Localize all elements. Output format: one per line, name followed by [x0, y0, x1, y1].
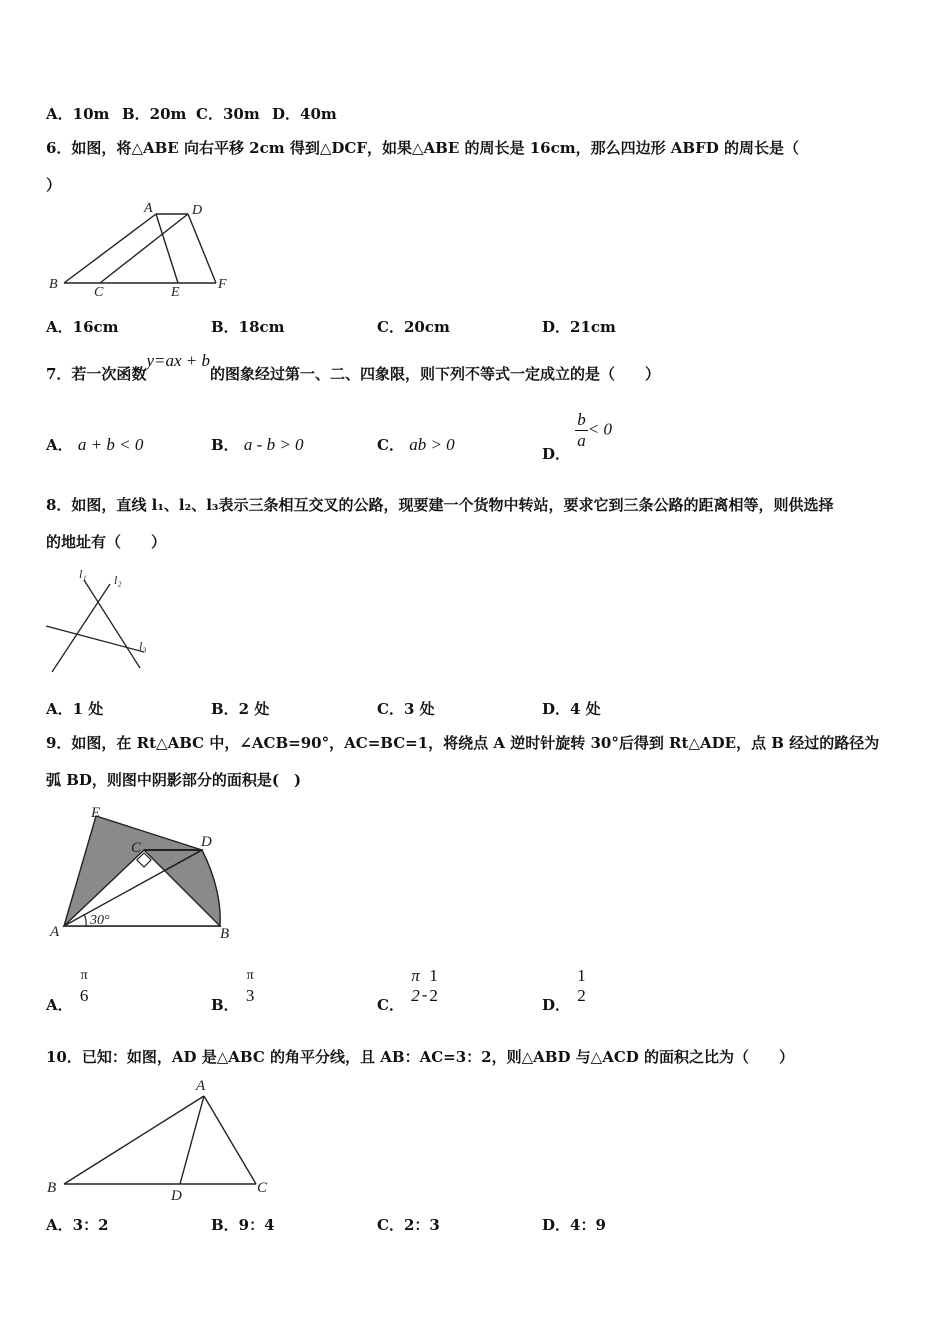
- q7-option-b-expr: a - b > 0: [243, 435, 304, 454]
- q9-option-d-num: 1: [577, 966, 586, 985]
- q9-option-d-letter: D．: [542, 996, 571, 1014]
- q8-stem-line1: 8．如图，直线 l₁、l₂、l₃表示三条相互交叉的公路，现要建一个货物中转站，要求它到三条公路的距离相等，则供选择: [46, 496, 834, 514]
- q8-line-l1: [84, 580, 140, 668]
- q7-option-c[interactable]: [377, 434, 455, 455]
- q9-option-a[interactable]: [46, 966, 90, 1014]
- q7-option-d-letter: D．: [542, 444, 571, 463]
- q9-stem-line2: 弧 BD，则图中阴影部分的面积是( ): [46, 771, 302, 789]
- q10-option-a[interactable]: A．3：2: [46, 1216, 109, 1234]
- q8-option-d[interactable]: D．4 处: [542, 700, 601, 718]
- q6-option-a[interactable]: A．16cm: [46, 318, 119, 336]
- q9-option-b[interactable]: [211, 966, 256, 1014]
- q9-option-a-den: 6: [79, 986, 89, 1005]
- q9-option-c-num2: 1: [429, 966, 438, 985]
- q9-option-d[interactable]: [542, 966, 588, 1014]
- q9-option-a-num: π: [80, 968, 88, 983]
- q9-option-c-den2: 2: [429, 986, 438, 1005]
- q6-option-d[interactable]: D．21cm: [542, 318, 616, 336]
- q9-label-b: B: [220, 926, 230, 942]
- q9-option-c-den: 2: [411, 986, 420, 1005]
- q6-figure: [44, 198, 234, 300]
- q7-function: y=ax + b: [146, 351, 210, 370]
- q9-option-a-fraction: [78, 966, 91, 1006]
- q10-option-d[interactable]: D．4：9: [542, 1216, 606, 1234]
- q8-label-l2: l₂: [114, 573, 122, 587]
- q9-option-b-fraction: [244, 966, 257, 1006]
- q7-suffix: 的图象经过第一、二、四象限，则下列不等式一定成立的是（ ）: [210, 365, 661, 383]
- q8-option-a[interactable]: A．1 处: [46, 700, 104, 718]
- q8-stem-line2: 的地址有（ ）: [46, 533, 167, 551]
- q9-option-c-letter: C．: [377, 996, 404, 1014]
- q7-option-a-letter: A．: [46, 436, 73, 454]
- q7-option-d-num: b: [577, 410, 586, 429]
- q8-label-l1: l₁: [79, 567, 87, 581]
- q5-option-a[interactable]: A．10m: [46, 105, 110, 123]
- q9-option-d-fraction: [575, 966, 588, 1006]
- q5-option-b[interactable]: B．20m: [122, 105, 187, 123]
- q6-option-b[interactable]: B．18cm: [211, 318, 285, 336]
- q5-option-c[interactable]: C．30m: [196, 105, 260, 123]
- q8-line-l2: [52, 584, 110, 672]
- q6-stem-line2: ）: [46, 176, 62, 194]
- q10-label-b: B: [47, 1180, 57, 1196]
- q9-label-c: C: [131, 840, 142, 856]
- q10-figure: [44, 1074, 272, 1202]
- q9-figure: [44, 800, 244, 944]
- q9-stem-line1: 9．如图，在 Rt△ABC 中，∠ACB=90°，AC=BC=1，将绕点 A 逆时针旋转 30°后得到 Rt△ADE，点 B 经过的路径为: [46, 734, 880, 752]
- q10-stem-line1: 10．已知：如图，AD 是△ABC 的角平分线，且 AB：AC=3：2，则△ABD 与△ACD 的面积之比为（ ）: [46, 1048, 795, 1066]
- q10-label-a: A: [196, 1078, 206, 1094]
- q9-label-angle: 30°: [90, 913, 110, 928]
- q10-label-c: C: [257, 1180, 268, 1196]
- q9-option-c-fraction2: [427, 966, 440, 1006]
- q9-label-d: D: [201, 834, 212, 850]
- q7-option-a[interactable]: [46, 434, 143, 455]
- q9-option-c[interactable]: [377, 966, 440, 1014]
- q6-line-df: [188, 214, 216, 283]
- q6-label-f: F: [218, 277, 227, 292]
- q9-label-e: E: [91, 805, 101, 821]
- q9-option-d-den: 2: [577, 986, 586, 1005]
- q6-option-c[interactable]: C．20cm: [377, 318, 450, 336]
- q9-option-b-den: 3: [245, 986, 255, 1005]
- q9-label-a: A: [50, 924, 60, 940]
- q8-figure: [44, 564, 156, 680]
- q10-line-ac: [204, 1096, 256, 1184]
- q6-stem-line1: 6．如图，将△ABE 向右平移 2cm 得到△DCF，如果△ABE 的周长是 16cm，那么四边形 ABFD 的周长是（: [46, 139, 799, 157]
- q6-line-ba: [64, 214, 156, 283]
- q9-option-a-letter: A．: [46, 996, 73, 1014]
- q9-option-b-num: π: [246, 968, 254, 983]
- q6-label-e: E: [171, 285, 180, 300]
- q9-option-c-fraction1: [409, 966, 422, 1006]
- q7-option-b-letter: B．: [211, 436, 239, 454]
- q6-label-c: C: [94, 285, 104, 300]
- q9-option-b-letter: B．: [211, 996, 239, 1014]
- q7-option-a-expr: a + b < 0: [77, 435, 144, 454]
- q10-label-d: D: [171, 1188, 182, 1202]
- q10-option-b[interactable]: B．9：4: [211, 1216, 275, 1234]
- q8-option-c[interactable]: C．3 处: [377, 700, 435, 718]
- q9-option-c-minus: -: [421, 985, 428, 1004]
- q7-option-d-tail: < 0: [587, 419, 612, 439]
- q6-label-d: D: [192, 203, 203, 218]
- q7-prefix: 7．若一次函数: [46, 365, 147, 383]
- q8-option-b[interactable]: B．2 处: [211, 700, 270, 718]
- q5-option-d[interactable]: D．40m: [272, 105, 337, 123]
- q7-option-d-fraction: [575, 410, 588, 451]
- q6-label-b: B: [49, 277, 58, 292]
- q8-line-l3: [46, 626, 144, 652]
- q8-label-l3: l₃: [139, 639, 147, 653]
- q10-option-c[interactable]: C．2：3: [377, 1216, 440, 1234]
- q7-option-d[interactable]: [542, 410, 612, 463]
- q6-label-a: A: [144, 201, 153, 216]
- q7-option-b[interactable]: [211, 434, 304, 455]
- q7-option-c-expr: ab > 0: [409, 435, 455, 454]
- q7-option-d-den: a: [577, 431, 586, 450]
- q7-stem: [46, 351, 661, 384]
- q7-option-c-letter: C．: [377, 436, 404, 454]
- q9-option-c-num: π: [411, 966, 420, 985]
